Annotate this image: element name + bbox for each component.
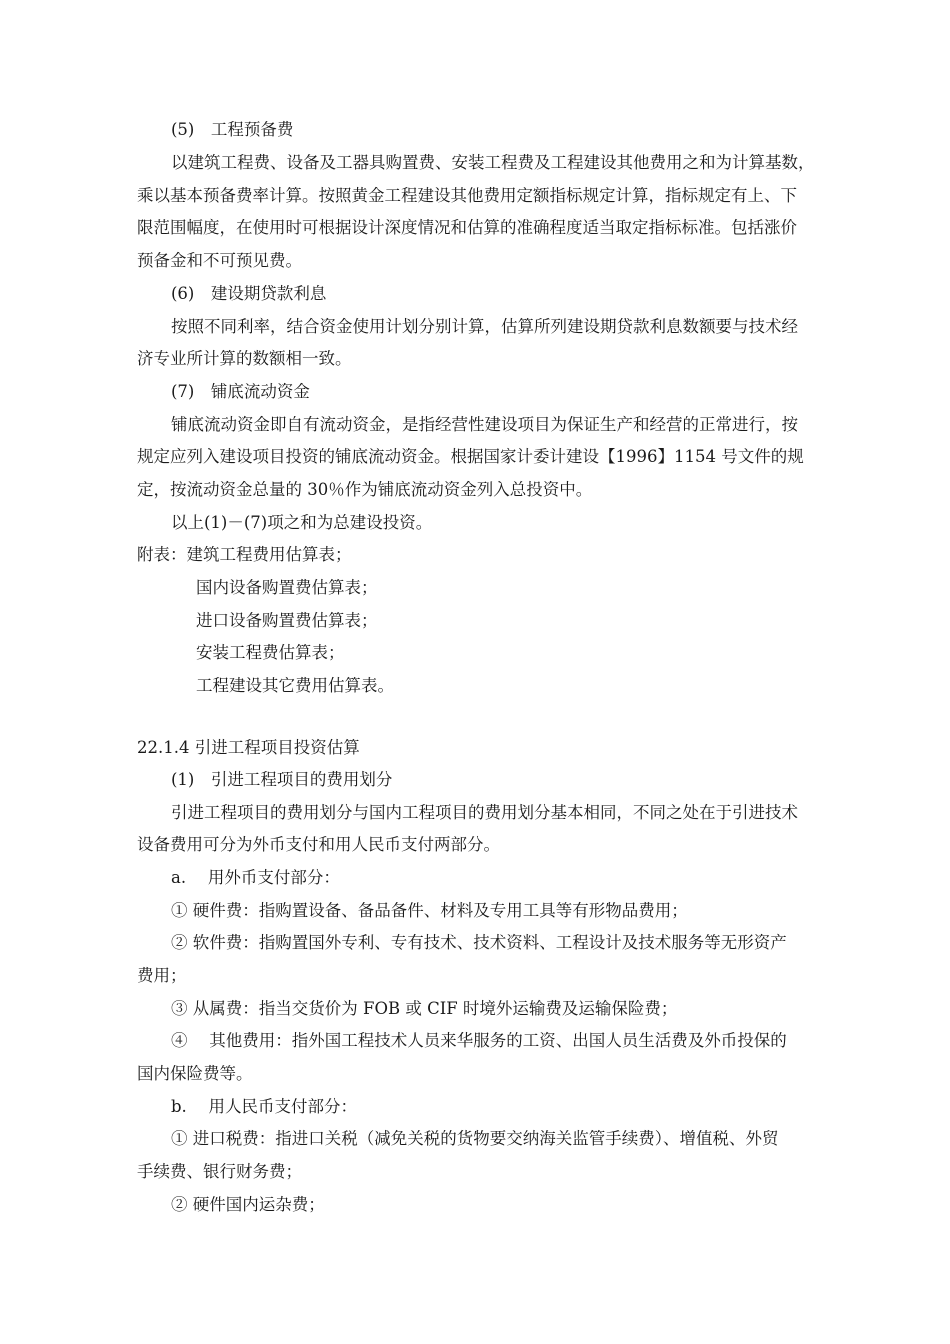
appendix-item: 安装工程费估算表； (196, 643, 345, 662)
appendix-item: 国内设备购置费估算表； (196, 578, 378, 597)
foreign-item-software-cont: 费用； (137, 966, 187, 985)
section-5-paragraph-line: 限范围幅度，在使用时可根据设计深度情况和估算的准确程度适当取定指标标准。包括涨价 (137, 218, 797, 237)
subsection-1-paragraph-line: 引进工程项目的费用划分与国内工程项目的费用划分基本相同，不同之处在于引进技术 (171, 803, 798, 822)
appendix-line: 附表：建筑工程费用估算表； (137, 545, 352, 564)
foreign-item-ancillary: ③ 从属费：指当交货价为 FOB 或 CIF 时境外运输费及运输保险费； (171, 999, 678, 1018)
section-22-1-4-heading: 22.1.4 引进工程项目投资估算 (137, 738, 360, 757)
foreign-currency-heading: a. 用外币支付部分： (171, 868, 340, 887)
section-5-paragraph-line: 乘以基本预备费率计算。按照黄金工程建设其他费用定额指标规定计算，指标规定有上、下 (137, 186, 797, 205)
total-investment-line: 以上(1)－(7)项之和为总建设投资。 (171, 513, 433, 532)
section-7-paragraph-line: 铺底流动资金即自有流动资金，是指经营性建设项目为保证生产和经营的正常进行，按 (171, 415, 798, 434)
appendix-item: 工程建设其它费用估算表。 (196, 676, 394, 695)
section-7-heading: (7) 铺底流动资金 (171, 382, 310, 401)
section-6-paragraph-line: 济专业所计算的数额相一致。 (137, 349, 352, 368)
appendix-item: 进口设备购置费估算表； (196, 611, 378, 630)
rmb-item-domestic-freight: ② 硬件国内运杂费； (171, 1195, 325, 1214)
foreign-item-other: ④ 其他费用：指外国工程技术人员来华服务的工资、出国人员生活费及外币投保的 (171, 1031, 787, 1050)
section-5-paragraph-line: 以建筑工程费、设备及工器具购置费、安装工程费及工程建设其他费用之和为计算基数， (171, 153, 815, 172)
section-6-paragraph-line: 按照不同利率，结合资金使用计划分别计算，估算所列建设期贷款利息数额要与技术经 (171, 317, 798, 336)
foreign-item-hardware: ① 硬件费：指购置设备、备品备件、材料及专用工具等有形物品费用； (171, 901, 688, 920)
section-7-paragraph-line: 规定应列入建设项目投资的铺底流动资金。根据国家计委计建设【1996】1154 号文件的规 (137, 447, 804, 466)
section-5-heading: (5) 工程预备费 (171, 120, 294, 139)
rmb-item-import-tax: ① 进口税费：指进口关税（减免关税的货物要交纳海关监管手续费）、增值税、外贸 (171, 1129, 779, 1148)
rmb-item-import-tax-cont: 手续费、银行财务费； (137, 1162, 302, 1181)
section-5-paragraph-line: 预备金和不可预见费。 (137, 251, 302, 270)
subsection-1-heading: (1) 引进工程项目的费用划分 (171, 770, 393, 789)
subsection-1-paragraph-line: 设备费用可分为外币支付和用人民币支付两部分。 (137, 835, 500, 854)
section-6-heading: (6) 建设期贷款利息 (171, 284, 327, 303)
rmb-heading: b. 用人民币支付部分： (171, 1097, 358, 1116)
foreign-item-software: ② 软件费：指购置国外专利、专有技术、技术资料、工程设计及技术服务等无形资产 (171, 933, 787, 952)
section-7-paragraph-line: 定，按流动资金总量的 30％作为铺底流动资金列入总投资中。 (137, 480, 593, 499)
foreign-item-other-cont: 国内保险费等。 (137, 1064, 253, 1083)
